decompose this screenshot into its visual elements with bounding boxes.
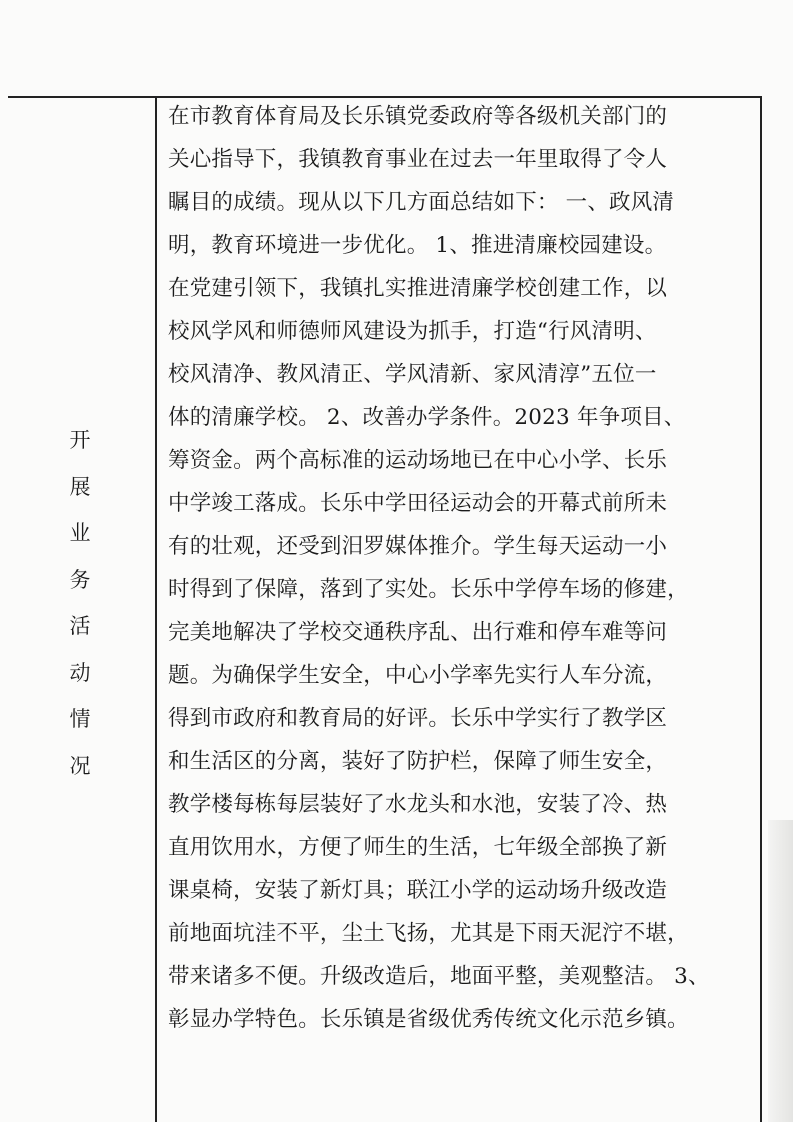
section-label-char: 展 — [69, 474, 91, 499]
text-line: 彰显办学特色。长乐镇是省级优秀传统文化示范乡镇。 — [168, 1007, 689, 1032]
text-line: 前地面坑洼不平，尘土飞扬，尤其是下雨天泥泞不堪， — [168, 921, 689, 946]
text-line: 有的壮观，还受到汨罗媒体推介。学生每天运动一小 — [168, 534, 668, 559]
text-line: 时得到了保障，落到了实处。长乐中学停车场的修建， — [168, 577, 689, 602]
table-column-divider — [155, 96, 157, 1122]
text-line: 关心指导下，我镇教育事业在过去一年里取得了令人 — [168, 147, 668, 172]
text-line: 题。为确保学生安全，中心小学率先实行人车分流， — [168, 663, 668, 688]
text-line: 在市教育体育局及长乐镇党委政府等各级机关部门的 — [168, 104, 668, 129]
report-body — [168, 95, 753, 1041]
text-line: 和生活区的分离，装好了防护栏，保障了师生安全， — [168, 749, 668, 774]
text-line: 筹资金。两个高标准的运动场地已在中心小学、长乐 — [168, 448, 668, 473]
section-label-char: 活 — [69, 614, 91, 638]
text-line: 课桌椅，安装了新灯具；联江小学的运动场升级改造 — [168, 878, 668, 903]
text-line: 直用饮用水，方便了师生的生活，七年级全部换了新 — [168, 835, 668, 860]
text-line: 完美地解决了学校交通秩序乱、出行难和停车难等问 — [168, 620, 668, 645]
text-line: 得到市政府和教育局的好评。长乐中学实行了教学区 — [168, 706, 668, 731]
section-label-char: 务 — [69, 567, 91, 592]
text-line: 带来诸多不便。升级改造后，地面平整，美观整洁。 3、 — [168, 964, 710, 989]
page-edge-shadow — [768, 820, 793, 1122]
section-label-char: 况 — [69, 753, 91, 778]
text-line: 体的清廉学校。 2、改善办学条件。2023 年争项目、 — [168, 405, 686, 430]
section-label-char: 情 — [69, 707, 91, 731]
section-label-char: 动 — [69, 660, 91, 685]
text-line: 校风学风和师德师风建设为抓手，打造“行风清明、 — [168, 319, 657, 344]
table-right-border — [760, 96, 762, 1122]
text-line: 校风清净、教风清正、学风清新、家风清淳”五位一 — [168, 362, 657, 387]
text-line: 中学竣工落成。长乐中学田径运动会的开幕式前所未 — [168, 491, 668, 516]
section-label — [60, 430, 100, 802]
section-label-char: 开 — [69, 428, 91, 452]
section-label-char: 业 — [69, 521, 91, 545]
text-line: 瞩目的成绩。现从以下几方面总结如下： 一、政风清 — [168, 190, 675, 215]
text-line: 在党建引领下，我镇扎实推进清廉学校创建工作，以 — [168, 276, 668, 301]
text-line: 明，教育环境进一步优化。 1、推进清廉校园建设。 — [168, 233, 667, 258]
text-line: 教学楼每栋每层装好了水龙头和水池，安装了冷、热 — [168, 792, 668, 817]
